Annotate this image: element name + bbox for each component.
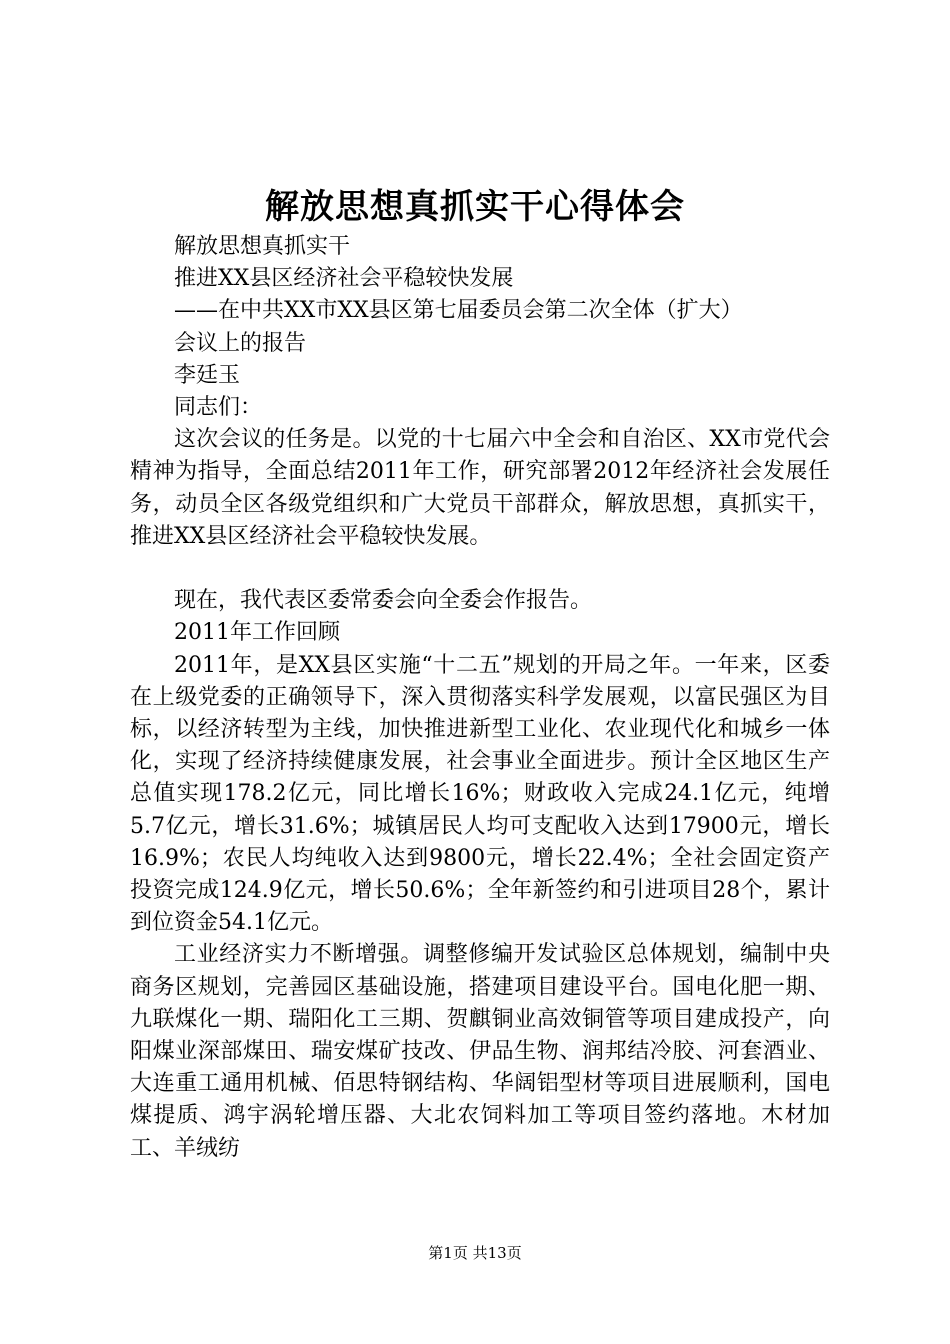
paragraph-subtitle-4: 会议上的报告 bbox=[174, 330, 307, 356]
page-footer: 第1页 共13页 bbox=[428, 1244, 522, 1262]
paragraph-industry: 工业经济实力不断增强。调整修编开发试验区总体规划，编制中央商务区规划，完善园区基础设施，搭建项目建设平台。国电化肥一期、九联煤化一期、瑞阳化工三期、贺麒铜业高效铜管等项目建成投产，向阳煤业深部煤田、瑞安煤矿技改、伊品生物、润邦结冷胶、河套酒业、大连重工通用机械、佰思特钢结构、华阔铝型材等项目进展顺利，国电煤提质、鸿宇涡轮增压器、大北农饲料加工等项目签约落地。木材加工、羊绒纺 bbox=[130, 942, 830, 1161]
paragraph-review: 2011年，是XX县区实施“十二五”规划的开局之年。一年来，区委在上级党委的正确领导下，深入贯彻落实科学发展观，以富民强区为目标，以经济转型为主线，加快推进新型工业化、农业现代化和城乡一体化，实现了经济持续健康发展，社会事业全面进步。预计全区地区生产总值实现178.2亿元，同比增长16%；财政收入完成24.1亿元，纯增5.7亿元，增长31.6%；城镇居民人均可支配收入达到17900元，增长16.9%；农民人均纯收入达到9800元，增长22.4%；全社会固定资产投资完成124.9亿元，增长50.6%；全年新签约和引进项目28个，累计到位资金54.1亿元。 bbox=[130, 652, 830, 936]
paragraph-subtitle-3: ——在中共XX市XX县区第七届委员会第二次全体（扩大） bbox=[174, 298, 743, 324]
paragraph-author: 李廷玉 bbox=[174, 362, 241, 388]
paragraph-blank bbox=[130, 553, 830, 585]
paragraph-subtitle-1: 解放思想真抓实干 bbox=[174, 234, 351, 259]
paragraph-report: 现在，我代表区委常委会向全委会作报告。 bbox=[174, 588, 593, 614]
paragraph-subtitle-2: 推进XX县区经济社会平稳较快发展 bbox=[174, 266, 514, 292]
document-title: 解放思想真抓实干心得体会 bbox=[265, 187, 685, 227]
document-body bbox=[130, 231, 830, 1165]
paragraph-salutation: 同志们： bbox=[174, 395, 263, 421]
paragraph-section-heading: 2011年工作回顾 bbox=[174, 620, 340, 646]
paragraph-intro: 这次会议的任务是。以党的十七届六中全会和自治区、XX市党代会精神为指导，全面总结2011年工作，研究部署2012年经济社会发展任务，动员全区各级党组织和广大党员干部群众，解放思想，真抓实干，推进XX县区经济社会平稳较快发展。 bbox=[130, 427, 830, 549]
